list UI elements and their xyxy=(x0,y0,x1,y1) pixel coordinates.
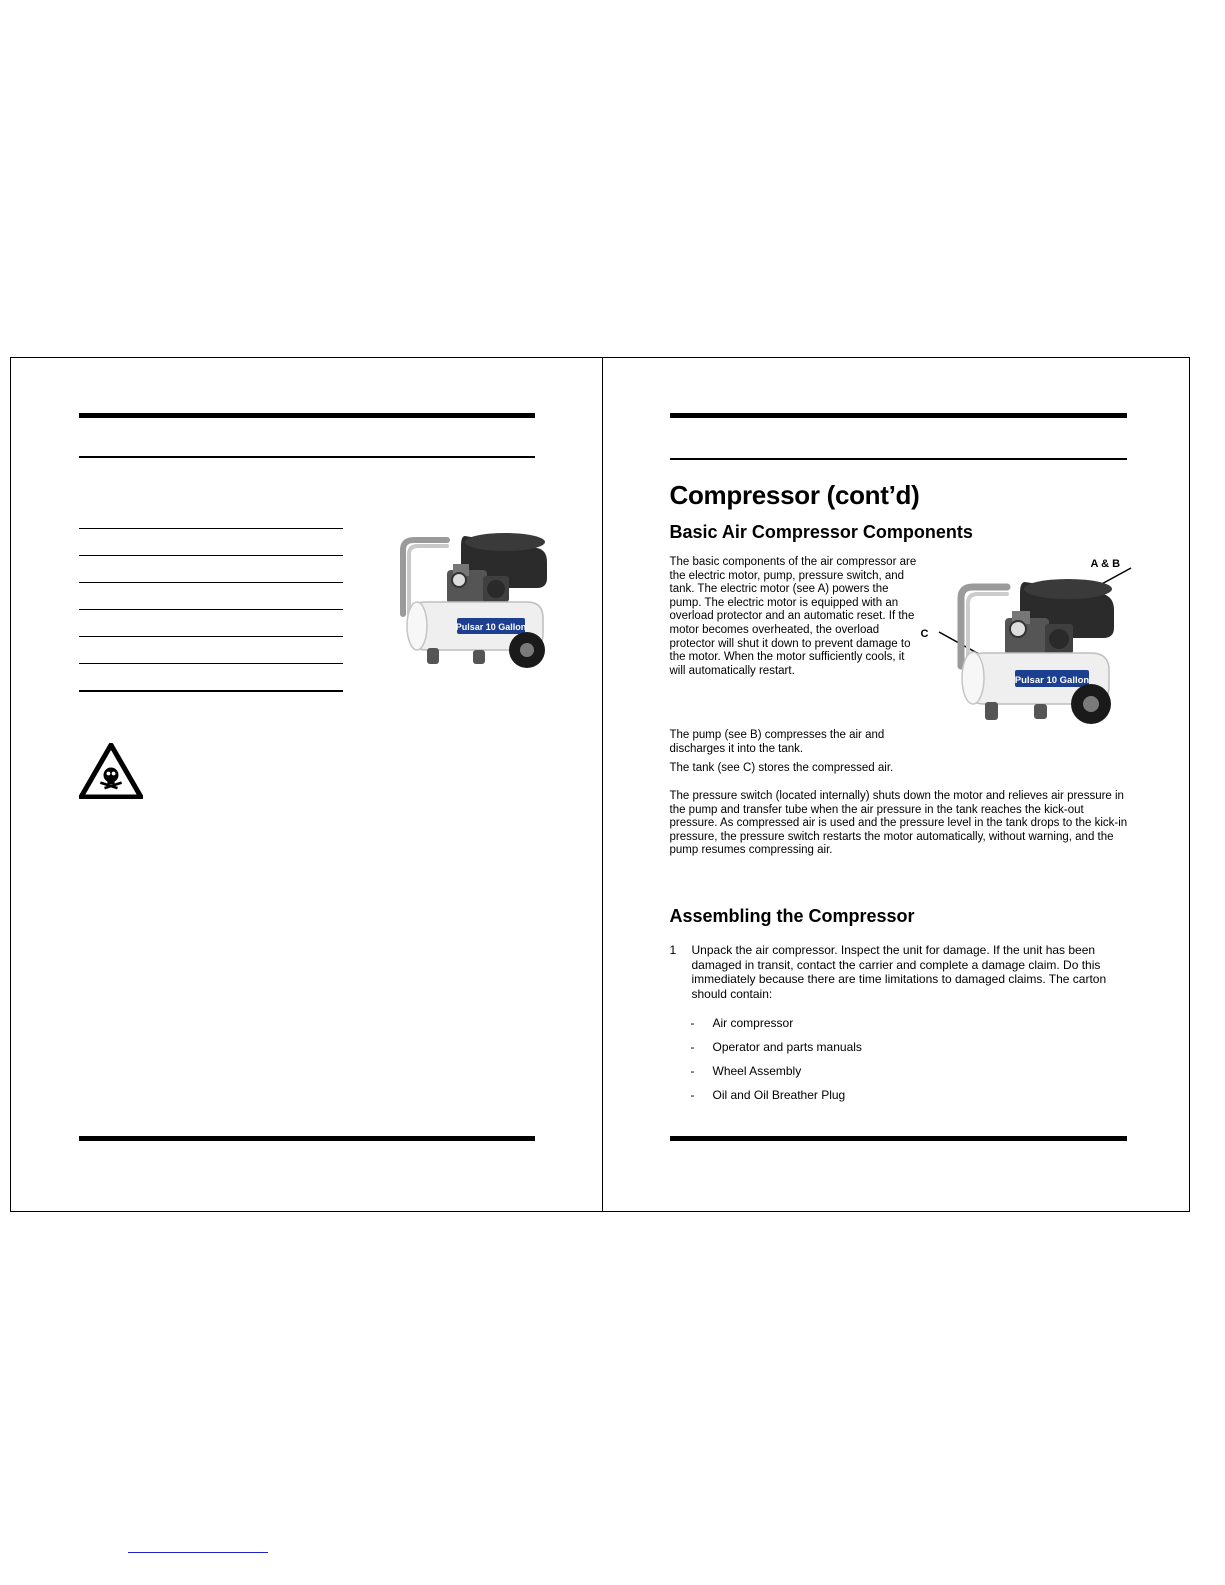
list-item xyxy=(691,1016,1111,1030)
form-line xyxy=(79,555,343,556)
intro-paragraph: The basic components of the air compressor are the electric motor, pump, pressure switch, and tank. The electric motor (see A) powers the pump. The electric motor is equipped with an overload protector and an automatic reset. If the motor becomes overheated, the overload protector will shut it down to prevent damage to the motor. When the motor sufficiently cools, it will automatically restart. xyxy=(669,556,917,677)
footer-rule xyxy=(79,1136,535,1141)
header-rule-top xyxy=(79,413,535,418)
form-line xyxy=(79,690,343,692)
form-line xyxy=(79,609,343,610)
callout-label-ab: A & B xyxy=(1090,558,1121,570)
form-line xyxy=(79,528,343,529)
bullet-dash: - xyxy=(690,1016,695,1030)
pump-paragraph: The pump (see B) compresses the air and discharges it into the tank. xyxy=(669,729,885,755)
footer-rule xyxy=(670,1136,1127,1141)
carton-contents-list xyxy=(691,1016,1111,1112)
step-text: Unpack the air compressor. Inspect the unit for damage. If the unit has been damaged in transit, contact the carrier and complete a damage claim. Do this immediately because there are time limitations to damaged claims. The carton should contain: xyxy=(691,943,1107,1001)
header-rule-second xyxy=(79,456,535,458)
bullet-dash: - xyxy=(690,1040,695,1054)
pressure-switch-paragraph: The pressure switch (located internally) shuts down the motor and relieves air pressure in the pump and transfer tube when the air pressure in the tank reaches the kick-out pressure. As compressed air is used and the pressure level in the tank drops to the kick-in pressure, the pressure switch restarts the motor automatically, without warning, and the pump resumes compressing air. xyxy=(669,790,1128,857)
document-page-spread xyxy=(10,357,1190,1212)
section-heading-assembling: Assembling the Compressor xyxy=(669,906,915,926)
svg-text:Pulsar 10 Gallon: Pulsar 10 Gallon xyxy=(455,622,527,632)
bullet-dash: - xyxy=(690,1088,695,1102)
footer-hyperlink[interactable] xyxy=(128,1552,268,1553)
page-title: Compressor (cont’d) xyxy=(669,480,920,510)
list-item-label: Air compressor xyxy=(712,1016,794,1030)
assembly-step-1 xyxy=(670,943,1136,1001)
callout-label-c: C xyxy=(920,628,929,640)
list-item-label: Oil and Oil Breather Plug xyxy=(712,1088,846,1102)
list-item-label: Wheel Assembly xyxy=(712,1064,802,1078)
list-item xyxy=(691,1064,1111,1078)
right-page xyxy=(603,358,1190,1211)
list-item-label: Operator and parts manuals xyxy=(712,1040,862,1054)
header-rule-top xyxy=(670,413,1127,418)
form-line xyxy=(79,636,343,637)
bullet-dash: - xyxy=(690,1064,695,1078)
air-compressor-photo xyxy=(935,556,1135,741)
air-compressor-photo xyxy=(387,518,565,683)
svg-text:Pulsar 10 Gallon: Pulsar 10 Gallon xyxy=(1014,675,1089,686)
blank-form-lines xyxy=(79,528,343,718)
form-line xyxy=(79,582,343,583)
list-item xyxy=(691,1088,1111,1102)
left-page xyxy=(11,358,603,1211)
step-number: 1 xyxy=(669,943,677,957)
hazard-skull-icon xyxy=(79,743,143,799)
header-rule-second xyxy=(670,458,1127,460)
tank-paragraph: The tank (see C) stores the compressed air. xyxy=(669,762,894,774)
list-item xyxy=(691,1040,1111,1054)
intro-text-column xyxy=(670,556,920,689)
section-heading-components: Basic Air Compressor Components xyxy=(669,522,973,542)
form-line xyxy=(79,663,343,664)
